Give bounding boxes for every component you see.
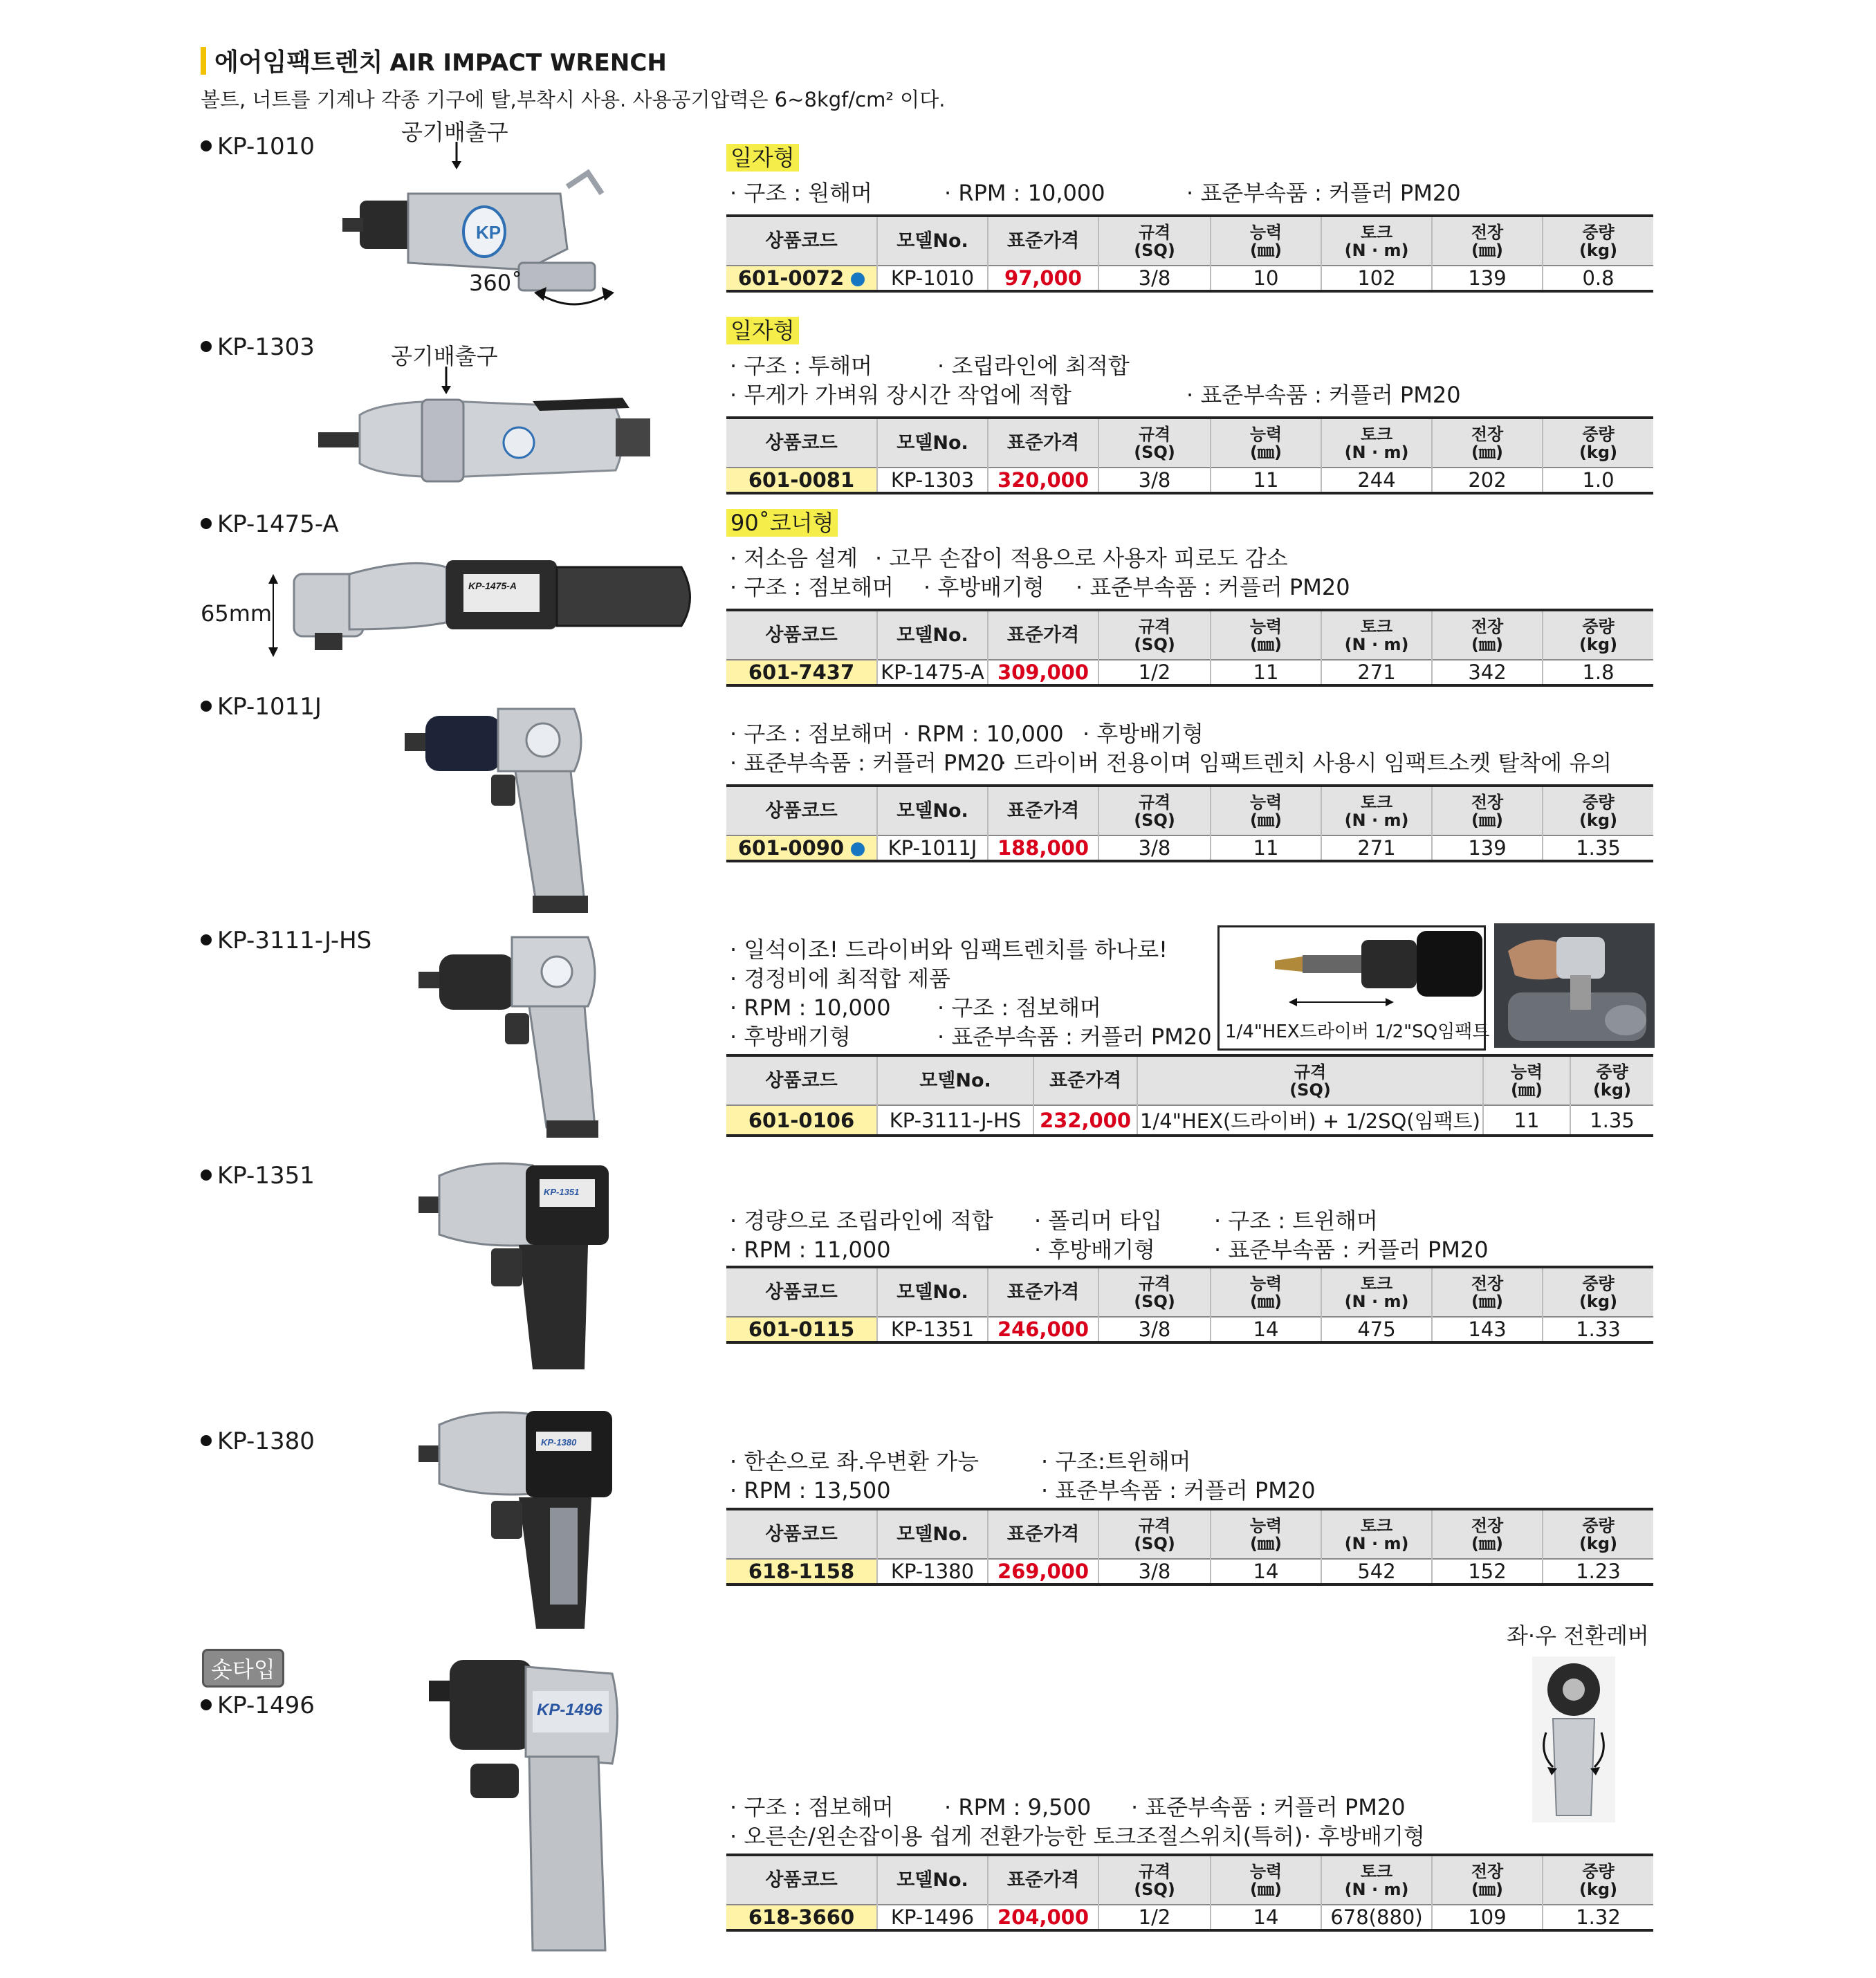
table-cell: 1/2 bbox=[1098, 1905, 1211, 1930]
table-cell: 1.0 bbox=[1543, 468, 1653, 493]
feature-text: · 고무 손잡이 적용으로 사용자 피로도 감소 bbox=[875, 545, 1288, 571]
col-header: 모델No. bbox=[877, 1855, 988, 1905]
table-cell: 11 bbox=[1483, 1105, 1570, 1136]
table-cell: 143 bbox=[1432, 1317, 1543, 1342]
table-row bbox=[726, 468, 1653, 493]
table-cell: 678(880) bbox=[1321, 1905, 1432, 1930]
table-cell: 0.8 bbox=[1543, 266, 1653, 291]
spec-table bbox=[726, 1266, 1653, 1344]
wrench-kp1475a-image bbox=[287, 546, 702, 664]
table-cell: KP-1010 bbox=[877, 266, 988, 291]
col-header: 중량 (kg) bbox=[1543, 418, 1653, 468]
col-header: 모델No. bbox=[877, 1509, 988, 1559]
table-cell: 271 bbox=[1321, 835, 1432, 861]
feature-text: · RPM : 10,000 bbox=[730, 995, 891, 1021]
spec-table bbox=[726, 1054, 1653, 1137]
table-header-row bbox=[726, 216, 1653, 266]
table-cell: 139 bbox=[1432, 835, 1543, 861]
table-cell: 3/8 bbox=[1098, 1559, 1211, 1584]
table-cell: 11 bbox=[1211, 660, 1321, 685]
table-cell: KP-1303 bbox=[877, 468, 988, 493]
model-heading: KP-1380 bbox=[201, 1427, 315, 1455]
feature-text: · RPM : 13,500 bbox=[730, 1477, 891, 1504]
col-header: 능력 (㎜) bbox=[1211, 610, 1321, 660]
type-tag: 일자형 bbox=[726, 317, 799, 344]
table-row bbox=[726, 1105, 1653, 1136]
feature-text: · 구조 : 점보해머 bbox=[730, 1794, 894, 1820]
table-header-row bbox=[726, 1855, 1653, 1905]
feature-text: · 구조 : 점보해머 bbox=[730, 574, 894, 600]
col-header: 전장 (㎜) bbox=[1432, 786, 1543, 835]
exhaust-callout: 공기배출구 bbox=[391, 343, 498, 369]
col-header: 모델No. bbox=[877, 1267, 988, 1317]
col-header: 상품코드 bbox=[765, 230, 838, 252]
feature-text: · 한손으로 좌.우변환 가능 bbox=[730, 1448, 979, 1475]
tool-label: KP-1351 bbox=[544, 1187, 580, 1197]
spec-table bbox=[726, 609, 1653, 687]
model-heading: KP-1351 bbox=[201, 1162, 315, 1190]
dimension-label: 65mm bbox=[201, 600, 273, 627]
col-header: 표준가격 bbox=[988, 1855, 1098, 1905]
spec-table bbox=[726, 214, 1653, 293]
col-header: 규격 (SQ) bbox=[1098, 1509, 1211, 1559]
table-cell: 1.23 bbox=[1543, 1559, 1653, 1584]
feature-text: · 구조 : 원해머 bbox=[730, 180, 873, 206]
col-header: 규격 (SQ) bbox=[1098, 1855, 1211, 1905]
feature-text: · RPM : 9,500 bbox=[944, 1794, 1092, 1820]
table-cell: 1.32 bbox=[1543, 1905, 1653, 1930]
table-cell: 10 bbox=[1211, 266, 1321, 291]
col-header: 표준가격 bbox=[988, 1267, 1098, 1317]
table-header-row bbox=[726, 610, 1653, 660]
table-cell: 11 bbox=[1211, 468, 1321, 493]
table-row bbox=[726, 1317, 1653, 1342]
price-cell: 188,000 bbox=[988, 835, 1098, 861]
col-header: 모델No. bbox=[877, 786, 988, 835]
new-dot-icon bbox=[851, 272, 865, 286]
col-header: 토크 (N · m) bbox=[1321, 1855, 1432, 1905]
short-type-badge: 숏타입 bbox=[202, 1649, 284, 1688]
feature-text: · 후방배기형 bbox=[923, 574, 1045, 600]
table-row bbox=[726, 1905, 1653, 1930]
col-header: 중량 (kg) bbox=[1543, 1855, 1653, 1905]
col-header: 토크 (N · m) bbox=[1321, 418, 1432, 468]
table-cell: KP-3111-J-HS bbox=[877, 1105, 1033, 1136]
feature-text: · 후방배기형 bbox=[730, 1024, 851, 1050]
col-header: 능력 (㎜) bbox=[1211, 418, 1321, 468]
spec-table bbox=[726, 416, 1653, 494]
feature-text: · RPM : 10,000 bbox=[944, 180, 1105, 206]
table-cell: 1.35 bbox=[1543, 835, 1653, 861]
col-header: 상품코드 bbox=[765, 1070, 838, 1091]
col-header: 상품코드 bbox=[765, 1869, 838, 1891]
price-cell: 269,000 bbox=[988, 1559, 1098, 1584]
lever-label: 좌·우 전환레버 bbox=[1507, 1623, 1649, 1649]
table-cell: 14 bbox=[1211, 1317, 1321, 1342]
table-cell: 3/8 bbox=[1098, 266, 1211, 291]
feature-text: · 구조:트윈해머 bbox=[1041, 1448, 1191, 1475]
angle-label: 360˚ bbox=[469, 270, 523, 296]
title-korean: 에어임팩트렌치 bbox=[214, 48, 383, 77]
product-code-cell: 618-3660 bbox=[726, 1905, 877, 1930]
col-header: 전장 (㎜) bbox=[1432, 1267, 1543, 1317]
col-header: 토크 (N · m) bbox=[1321, 610, 1432, 660]
price-cell: 246,000 bbox=[988, 1317, 1098, 1342]
feature-text: · 표준부속품 : 커플러 PM20 bbox=[1076, 574, 1350, 600]
type-tag: 90˚코너형 bbox=[726, 509, 838, 537]
price-cell: 204,000 bbox=[988, 1905, 1098, 1930]
price-cell: 97,000 bbox=[988, 266, 1098, 291]
table-cell: KP-1351 bbox=[877, 1317, 988, 1342]
usage-photo-image bbox=[1494, 923, 1655, 1048]
product-code-cell: 601-0106 bbox=[726, 1105, 877, 1136]
col-header: 상품코드 bbox=[765, 800, 838, 822]
col-header: 표준가격 bbox=[988, 216, 1098, 266]
col-header: 능력 (㎜) bbox=[1211, 1267, 1321, 1317]
table-row bbox=[726, 835, 1653, 861]
table-cell: 1/4"HEX(드라이버) + 1/2SQ(임팩트) bbox=[1137, 1105, 1483, 1136]
feature-text: · 구조 : 투해머 bbox=[730, 353, 873, 379]
col-header: 능력 (㎜) bbox=[1211, 1509, 1321, 1559]
table-cell: KP-1380 bbox=[877, 1559, 988, 1584]
feature-text: · 구조 : 트윈해머 bbox=[1214, 1208, 1378, 1234]
feature-text: · 저소음 설계 bbox=[730, 545, 858, 571]
col-header: 중량 (kg) bbox=[1543, 1267, 1653, 1317]
col-header: 능력 (㎜) bbox=[1211, 1855, 1321, 1905]
feature-text: · 구조 : 점보해머 bbox=[937, 995, 1101, 1021]
col-header: 토크 (N · m) bbox=[1321, 1267, 1432, 1317]
col-header: 상품코드 bbox=[765, 1282, 838, 1303]
table-cell: 3/8 bbox=[1098, 835, 1211, 861]
callout-arrow-icon bbox=[450, 142, 463, 169]
wrench-kp1303-image bbox=[311, 387, 671, 491]
table-cell: 1.33 bbox=[1543, 1317, 1653, 1342]
table-cell: KP-1496 bbox=[877, 1905, 988, 1930]
col-header: 중량 (kg) bbox=[1543, 1509, 1653, 1559]
table-cell: 14 bbox=[1211, 1559, 1321, 1584]
col-header: 전장 (㎜) bbox=[1432, 418, 1543, 468]
col-header: 전장 (㎜) bbox=[1432, 216, 1543, 266]
model-heading: KP-1010 bbox=[201, 133, 315, 160]
feature-text: · 표준부속품 : 커플러 PM20 bbox=[1214, 1237, 1489, 1263]
col-header: 전장 (㎜) bbox=[1432, 1509, 1543, 1559]
product-code-cell: 601-7437 bbox=[726, 660, 877, 685]
feature-text: · 표준부속품 : 커플러 PM20 bbox=[1131, 1794, 1406, 1820]
col-header: 표준가격 bbox=[988, 418, 1098, 468]
table-cell: 1/2 bbox=[1098, 660, 1211, 685]
table-header-row bbox=[726, 1267, 1653, 1317]
svg-text:KP: KP bbox=[476, 222, 502, 243]
feature-text: · 후방배기형 bbox=[1083, 721, 1204, 747]
price-cell: 320,000 bbox=[988, 468, 1098, 493]
col-header: 표준가격 bbox=[1033, 1055, 1137, 1105]
wrench-kp1496-image bbox=[415, 1653, 636, 1964]
col-header: 상품코드 bbox=[765, 432, 838, 454]
table-cell: 1.8 bbox=[1543, 660, 1653, 685]
table-cell: 139 bbox=[1432, 266, 1543, 291]
model-heading: KP-1475-A bbox=[201, 510, 339, 538]
product-code-cell: 601-0115 bbox=[726, 1317, 877, 1342]
col-header: 상품코드 bbox=[765, 1524, 838, 1545]
table-cell: 202 bbox=[1432, 468, 1543, 493]
table-cell: 342 bbox=[1432, 660, 1543, 685]
col-header: 규격 (SQ) bbox=[1098, 610, 1211, 660]
col-header: 규격 (SQ) bbox=[1098, 418, 1211, 468]
col-header: 능력 (㎜) bbox=[1483, 1055, 1570, 1105]
title-english: AIR IMPACT WRENCH bbox=[389, 49, 667, 77]
table-cell: 475 bbox=[1321, 1317, 1432, 1342]
wrench-kp1380-image bbox=[415, 1404, 623, 1639]
model-heading: KP-1303 bbox=[201, 333, 315, 361]
col-header: 중량 (kg) bbox=[1543, 216, 1653, 266]
col-header: 모델No. bbox=[877, 418, 988, 468]
title-accent-bar bbox=[201, 47, 206, 75]
col-header: 토크 (N · m) bbox=[1321, 786, 1432, 835]
feature-text: · RPM : 11,000 bbox=[730, 1237, 891, 1263]
col-header: 규격 (SQ) bbox=[1137, 1055, 1483, 1105]
table-header-row bbox=[726, 1509, 1653, 1559]
type-tag: 일자형 bbox=[726, 144, 799, 172]
col-header: 규격 (SQ) bbox=[1098, 216, 1211, 266]
feature-text: · 경량으로 조립라인에 적합 bbox=[730, 1208, 993, 1234]
wrench-kp1351-image bbox=[415, 1155, 623, 1383]
col-header: 전장 (㎜) bbox=[1432, 610, 1543, 660]
table-cell: 102 bbox=[1321, 266, 1432, 291]
table-cell: 1.35 bbox=[1570, 1105, 1653, 1136]
product-code-cell bbox=[726, 835, 877, 861]
col-header: 규격 (SQ) bbox=[1098, 1267, 1211, 1317]
table-header-row bbox=[726, 786, 1653, 835]
col-header: 표준가격 bbox=[988, 610, 1098, 660]
product-code-cell: 601-0081 bbox=[726, 468, 877, 493]
price-cell: 232,000 bbox=[1033, 1105, 1137, 1136]
page-title bbox=[201, 43, 667, 78]
feature-text: · 표준부속품 : 커플러 PM20 bbox=[937, 1024, 1212, 1050]
col-header: 모델No. bbox=[877, 610, 988, 660]
model-heading: KP-3111-J-HS bbox=[201, 927, 371, 954]
table-cell: 271 bbox=[1321, 660, 1432, 685]
spec-table bbox=[726, 1854, 1653, 1932]
col-header: 전장 (㎜) bbox=[1432, 1855, 1543, 1905]
product-code: 601-0090 bbox=[737, 836, 845, 860]
wrench-kp3111jhs-image bbox=[415, 927, 623, 1141]
model-heading: KP-1496 bbox=[201, 1692, 315, 1719]
col-header: 중량 (kg) bbox=[1543, 786, 1653, 835]
product-code-cell bbox=[726, 266, 877, 291]
feature-text: · RPM : 10,000 bbox=[903, 721, 1064, 747]
col-header: 능력 (㎜) bbox=[1211, 786, 1321, 835]
new-dot-icon bbox=[851, 842, 865, 856]
tool-label: KP-1496 bbox=[537, 1701, 603, 1719]
price-cell: 309,000 bbox=[988, 660, 1098, 685]
col-header: 표준가격 bbox=[988, 1509, 1098, 1559]
table-cell: KP-1011J bbox=[877, 835, 988, 861]
col-header: 표준가격 bbox=[988, 786, 1098, 835]
table-row bbox=[726, 660, 1653, 685]
direction-lever-image bbox=[1532, 1656, 1615, 1822]
model-heading: KP-1011J bbox=[201, 693, 322, 721]
table-cell: 3/8 bbox=[1098, 468, 1211, 493]
table-cell: 244 bbox=[1321, 468, 1432, 493]
col-header: 상품코드 bbox=[765, 625, 838, 646]
col-header: 모델No. bbox=[877, 1055, 1033, 1105]
col-header: 중량 (kg) bbox=[1543, 610, 1653, 660]
table-cell: 152 bbox=[1432, 1559, 1543, 1584]
table-cell: 14 bbox=[1211, 1905, 1321, 1930]
feature-text: · 표준부속품 : 커플러 PM20 bbox=[1186, 180, 1461, 206]
feature-text: · 일석이조! 드라이버와 임팩트렌치를 하나로! bbox=[730, 936, 1168, 963]
driver-bit-diagram-icon bbox=[1220, 927, 1484, 1024]
feature-text: · 후방배기형 bbox=[1034, 1237, 1155, 1263]
feature-text: · 표준부속품 : 커플러 PM20 bbox=[1186, 382, 1461, 408]
table-cell: 109 bbox=[1432, 1905, 1543, 1930]
feature-text: · 오른손/왼손잡이용 쉽게 전환가능한 토크조절스위치(특허) bbox=[730, 1823, 1303, 1849]
spec-table bbox=[726, 1508, 1653, 1586]
dimension-arrow-icon bbox=[263, 574, 284, 657]
feature-text: · 폴리머 타입 bbox=[1034, 1208, 1163, 1234]
col-header: 능력 (㎜) bbox=[1211, 216, 1321, 266]
product-code: 601-0072 bbox=[737, 266, 845, 290]
table-cell: 542 bbox=[1321, 1559, 1432, 1584]
table-header-row bbox=[726, 1055, 1653, 1105]
table-header-row bbox=[726, 418, 1653, 468]
table-row bbox=[726, 266, 1653, 291]
product-code-cell: 618-1158 bbox=[726, 1559, 877, 1584]
spec-table bbox=[726, 784, 1653, 862]
exhaust-callout: 공기배출구 bbox=[401, 119, 508, 145]
wrench-kp1011j-image bbox=[401, 695, 609, 916]
tool-label: KP-1380 bbox=[541, 1437, 577, 1448]
feature-text: · 표준부속품 : 커플러 PM20 bbox=[730, 750, 1004, 776]
table-cell: 11 bbox=[1211, 835, 1321, 861]
table-cell: 3/8 bbox=[1098, 1317, 1211, 1342]
col-header: 토크 (N · m) bbox=[1321, 1509, 1432, 1559]
col-header: 모델No. bbox=[877, 216, 988, 266]
col-header: 규격 (SQ) bbox=[1098, 786, 1211, 835]
feature-text: · 경정비에 최적합 제품 bbox=[730, 965, 950, 992]
feature-text: · 구조 : 점보해머 bbox=[730, 721, 894, 747]
feature-text: · 조립라인에 최적합 bbox=[937, 353, 1130, 379]
col-header: 중량 (kg) bbox=[1570, 1055, 1653, 1105]
feature-text: · 후방배기형 bbox=[1304, 1823, 1425, 1849]
feature-text: · 무게가 가벼워 장시간 작업에 적합 bbox=[730, 382, 1072, 408]
tool-label: KP-1475-A bbox=[468, 580, 517, 591]
table-cell: KP-1475-A bbox=[877, 660, 988, 685]
rotate-arrow-icon bbox=[533, 273, 616, 315]
inset-caption: 1/4"HEX드라이버 1/2"SQ임팩트 bbox=[1225, 1022, 1490, 1042]
feature-text: · 드라이버 전용이며 임팩트렌치 사용시 임팩트소켓 탈착에 유의 bbox=[1000, 750, 1612, 776]
col-header: 토크 (N · m) bbox=[1321, 216, 1432, 266]
feature-text: · 표준부속품 : 커플러 PM20 bbox=[1041, 1477, 1316, 1504]
page-subtitle: 볼트, 너트를 기계나 각종 기구에 탈,부착시 사용. 사용공기압력은 6~8kgf/cm² 이다. bbox=[201, 88, 946, 111]
table-row bbox=[726, 1559, 1653, 1584]
driver-inset-diagram bbox=[1217, 925, 1490, 1051]
